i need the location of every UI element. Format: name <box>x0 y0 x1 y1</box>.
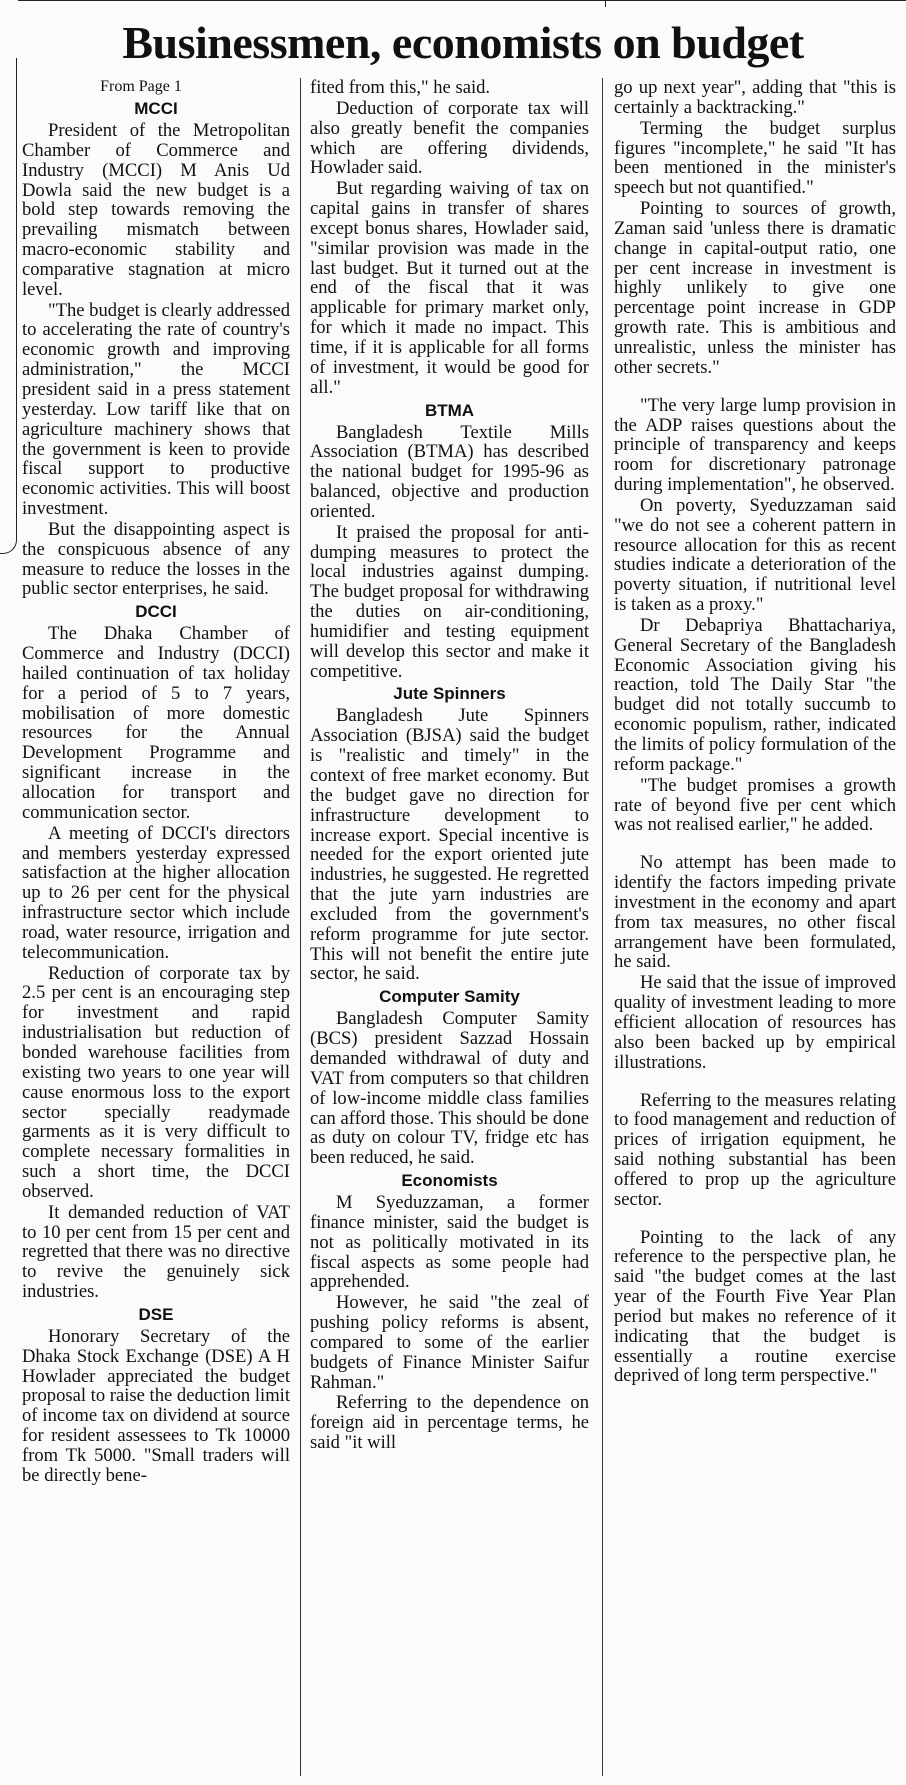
subheading-dse: DSE <box>138 1304 174 1324</box>
article-column-3 <box>614 78 896 1778</box>
paragraph: Reduction of corporate tax by 2.5 per cent is an encouraging step for investment and rapid industrialisation but reduction of bonded warehouse facilities from existing two years to one year will cause enormous loss to the export sector specially readymade garments as it is very difficult to complete necessary formalities in such a short time, the DCCI observed. <box>22 962 290 1202</box>
subheading-mcci: MCCI <box>134 99 178 118</box>
paragraph: Pointing to sources of growth, Zaman said 'unless there is dramatic change in capital-output ratio, one per cent increase in investment is highly unlikely to give one percentage point increase in GDP growth rate. This is ambitious and unrealistic, unless the minister has other secrets." <box>614 198 896 378</box>
paragraph: No attempt has been made to identify the factors impeding private investment in the economy and apart from tax measures, no other fiscal arrangement have been formulated, he said. <box>614 852 896 973</box>
paragraph: Bangladesh Jute Spinners Association (BJSA) said the budget is "realistic and timely" in the context of free market economy. But the budget gave no direction for infrastructure development to increase export. Special incentive is needed for the export oriented jute industries, he suggested. He regretted that the jute yarn industries are excluded from the government's reform programme for jute sector. This will not benefit the entire jute sector, he said. <box>310 705 589 985</box>
paragraph: M Syeduzzaman, a former finance minister, said the budget is not as politically motivated in its fiscal aspects as some people had apprehended. <box>310 1192 589 1293</box>
paragraph: Referring to the measures relating to food management and reduction of prices of irrigation equipment, he said nothing substantial has been offered to prop up the agriculture sector. <box>614 1089 896 1210</box>
paragraph: "The budget is clearly addressed to accelerating the rate of country's economic growth and improving administration," the MCCI president said in a press statement yesterday. Low tariff like that on agriculture machinery shows that the government is keen to provide fiscal support to productive economic activities. This will boost investment. <box>22 299 290 520</box>
top-border-rule <box>18 0 906 2</box>
paragraph: However, he said "the zeal of pushing policy reforms is absent, compared to some of the earlier budgets of Finance Minister Saifur Rahman." <box>310 1292 589 1393</box>
top-tick-mark <box>605 0 606 7</box>
paragraph: fited from this," he said. <box>310 78 491 98</box>
paragraph: Referring to the dependence on foreign aid in percentage terms, he said "it will <box>310 1392 589 1454</box>
paragraph: Terming the budget surplus figures "incomplete," he said "It has been mentioned in the minister's speech but not quantified." <box>614 117 896 199</box>
paragraph: It demanded reduction of VAT to 10 per cent from 15 per cent and regretted that there was no directive to revive the genuinely sick industries. <box>22 1201 290 1303</box>
column-divider <box>300 78 301 1776</box>
paragraph: "The very large lump provision in the ADP raises questions about the principle of transparency and keeps room for discretionary patronage during implementation", he observed. <box>614 394 896 496</box>
article-column-2 <box>310 78 589 1778</box>
subheading-jute-spinners: Jute Spinners <box>393 684 506 704</box>
clipping-bracket <box>0 58 17 554</box>
subheading-dcci: DCCI <box>135 602 177 622</box>
paragraph: Honorary Secretary of the Dhaka Stock Exchange (DSE) A H Howlader appreciated the budget proposal to raise the deduction limit of income tax on dividend at source for resident assessees to Tk 10000 from Tk 5000. "Small traders will be directly bene- <box>22 1325 290 1486</box>
subheading-computer-samity: Computer Samity <box>379 987 520 1007</box>
paragraph: But regarding waiving of tax on capital gains in transfer of shares except bonus shares, Howlader said, "similar provision was made in the last budget. But it turned out at the end of the fiscal that it was applicable for primary market only, for which it made no impact. This time, if it is applicable for all forms of investment, it would be good for all." <box>310 178 589 398</box>
paragraph: "The budget promises a growth rate of beyond five per cent which was not realised earlier," he added. <box>614 774 896 836</box>
paragraph: He said that the issue of improved quality of investment leading to more efficient allocation of resources has also been backed up by empirical illustrations. <box>614 972 896 1073</box>
subheading-btma: BTMA <box>424 400 475 420</box>
article-column-1 <box>22 78 290 1778</box>
paragraph: Bangladesh Textile Mills Association (BTMA) has described the national budget for 1995-96 as balanced, objective and production oriented. <box>310 421 589 522</box>
paragraph: A meeting of DCCI's directors and members yesterday expressed satisfaction at the higher allocation up to 26 per cent for the physical infrastructure sector which include road, water resource, irrigation and telecommunication. <box>22 822 290 963</box>
paragraph: Dr Debapriya Bhattachariya, General Secretary of the Bangladesh Economic Association giving his reaction, told The Daily Star "the budget did not totally succumb to economic populism, rather, indicated the limits of policy formulation of the reform package." <box>614 614 896 775</box>
paragraph: It praised the proposal for anti-dumping measures to protect the local industries against dumping. The budget proposal for withdrawing the duties on air-conditioning, humidifier and testing equipment will develop this sector and make it competitive. <box>310 521 589 682</box>
paragraph: President of the Metropolitan Chamber of Commerce and Industry (MCCI) M Anis Ud Dowla said the new budget is a bold step towards removing the prevailing mismatch between macro-economic stability and comparative stagnation at micro level. <box>22 120 290 300</box>
paragraph: go up next year", adding that "this is certainly a backtracking." <box>614 78 896 118</box>
continuation-note: From Page 1 <box>100 78 182 95</box>
paragraph: Bangladesh Computer Samity (BCS) president Sazzad Hossain demanded withdrawal of duty and VAT from computers so that children of low-income middle class families can afford those. This should be done as duty on colour TV, fridge etc has been reduced, he said. <box>310 1008 589 1169</box>
paragraph: On poverty, Syeduzzaman said "we do not see a coherent pattern in resource allocation for this as recent studies indicate a deterioration of the poverty situation, if nutritional level is taken as a proxy." <box>614 494 896 616</box>
headline: Businessmen, economists on budget <box>122 17 804 68</box>
column-divider <box>602 78 603 1776</box>
paragraph: Pointing to the lack of any reference to the perspective plan, he said "the budget comes at the last year of the Fourth Five Year Plan period but makes no reference of it indicating that the budget is essentially a routine exercise deprived of long term perspective." <box>614 1226 896 1387</box>
subheading-economists: Economists <box>401 1171 498 1191</box>
paragraph: Deduction of corporate tax will also greatly benefit the companies which are offering dividends, Howlader said. <box>310 97 589 179</box>
paragraph: The Dhaka Chamber of Commerce and Industry (DCCI) hailed continuation of tax holiday for a period of 5 to 7 years, mobilisation of more domestic resources for the Annual Development Programme and significant increase in the allocation for transport and communication sector. <box>22 623 290 823</box>
paragraph: But the disappointing aspect is the conspicuous absence of any measure to reduce the losses in the public sector enterprises, he said. <box>22 518 290 600</box>
